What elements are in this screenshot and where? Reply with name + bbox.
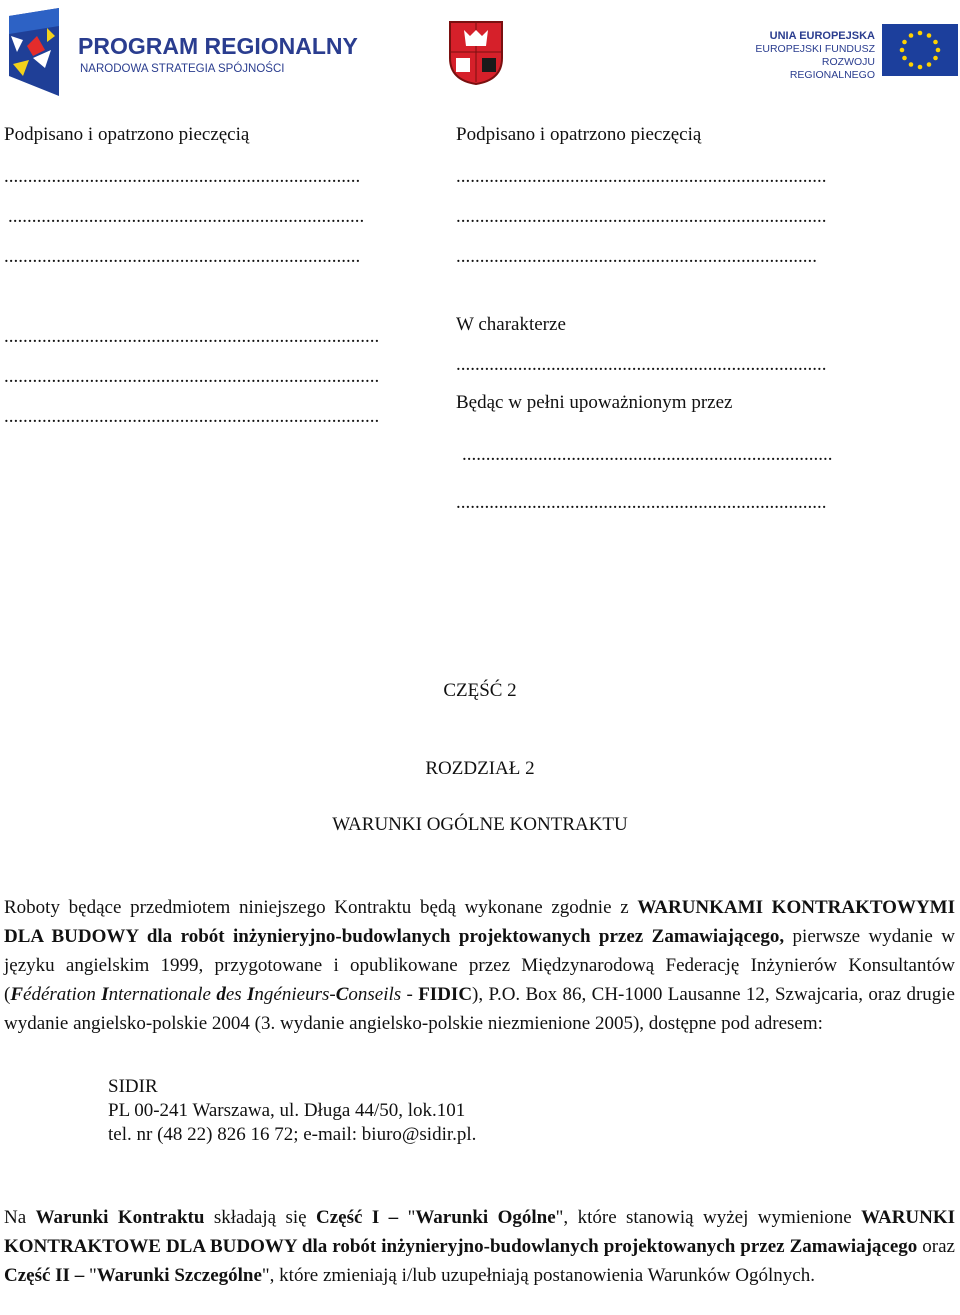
authorized-line: ..............................................................................: [456, 492, 827, 513]
bold-text: WARUNKI KONTRAKTOWE DLA BUDOWY dla robót inżynieryjno-budowlanych projektowanych przez Zamawiającego: [4, 1207, 956, 1257]
authorized-label: Będąc w pełni upoważnionym przez: [456, 392, 733, 413]
text: ), P.O. Box 86, CH-1000 Lausanne 12, Szwajcaria, oraz drugie wydanie angielsko-polskie 2004 (3. wydanie angielsko-polskie niezmienione 2005), dostępne pod adresem:: [4, 984, 955, 1034]
bold-italic: I: [101, 984, 109, 1005]
left-signature-line: ...............................................................................: [4, 366, 380, 387]
text: Na: [4, 1207, 36, 1228]
section-title: WARUNKI OGÓLNE KONTRAKTU: [332, 814, 628, 835]
eu-title: UNIA EUROPEJSKA: [769, 30, 875, 42]
eu-fund-line: EUROPEJSKI FUNDUSZ: [755, 43, 875, 55]
part-heading: CZĘŚĆ 2: [443, 680, 517, 701]
text: pierwsze wydanie w języku angielskim 1999, przygotowane i opublikowane przez Międzynarodową Federację Inżynierów Konsultantów (: [4, 926, 955, 1005]
text: Roboty będące przedmiotem niniejszego Kontraktu będą wykonane zgodnie z: [4, 897, 638, 918]
program-title: PROGRAM REGIONALNY: [78, 33, 358, 59]
bold-text: Część I –: [316, 1207, 408, 1228]
address-block: [108, 1075, 476, 1147]
italic: édération: [23, 984, 102, 1005]
contract-parts-paragraph: [4, 1203, 955, 1290]
italic: onseils: [348, 984, 402, 1005]
left-signature-line: ...............................................................................: [4, 326, 380, 347]
voivodeship-crest: [446, 18, 506, 86]
authorized-line: ..............................................................................: [462, 444, 833, 465]
bold-text: Warunki Szczególne: [96, 1265, 262, 1286]
chapter-heading: ROZDZIAŁ 2: [425, 758, 535, 779]
eu-fund-line-2: ROZWOJU REGIONALNEGO: [789, 56, 875, 81]
italic: es: [225, 984, 248, 1005]
program-subtitle: NARODOWA STRATEGIA SPÓJNOŚCI: [80, 63, 285, 75]
text: składają się: [204, 1207, 317, 1228]
text: ", które stanowią wyżej wymienione: [555, 1207, 862, 1228]
left-signature-line: ...........................................................................: [4, 246, 361, 267]
bold-text: FIDIC: [418, 984, 473, 1005]
right-signature-line: ..............................................................................: [456, 206, 827, 227]
left-signature-line: ...........................................................................: [8, 206, 365, 227]
eu-fund-text: [735, 30, 875, 82]
right-signed-label: Podpisano i opatrzono pieczęcią: [456, 124, 702, 145]
left-signature-line: ...............................................................................: [4, 406, 380, 427]
coat-of-arms-icon: [446, 18, 506, 86]
text: ": [407, 1207, 416, 1228]
header-logos: [0, 0, 960, 110]
right-signature-line: ............................................................................: [456, 246, 817, 267]
italic: ngénieurs-: [254, 984, 336, 1005]
character-label: W charakterze: [456, 314, 566, 335]
left-signed-label: Podpisano i opatrzono pieczęcią: [4, 124, 250, 145]
text: ": [88, 1265, 97, 1286]
bold-text: Warunki Kontraktu: [35, 1207, 205, 1228]
left-signature-line: ...........................................................................: [4, 166, 361, 187]
address-street: PL 00-241 Warszawa, ul. Długa 44/50, lok.101: [108, 1100, 466, 1121]
bold-text: Warunki Ogólne: [415, 1207, 556, 1228]
intro-paragraph: [4, 893, 955, 1038]
bold-text: Część II –: [4, 1265, 89, 1286]
right-signature-line: ..............................................................................: [456, 166, 827, 187]
bold-italic: I: [247, 984, 255, 1005]
text: -: [401, 984, 419, 1005]
program-logo-icon: [3, 6, 79, 98]
bold-italic: C: [335, 984, 349, 1005]
address-contact: tel. nr (48 22) 826 16 72; e-mail: biuro@sidir.pl.: [108, 1124, 477, 1145]
eu-flag-icon: [882, 24, 958, 76]
bold-italic: F: [10, 984, 24, 1005]
character-line: ..............................................................................: [456, 354, 827, 375]
address-name: SIDIR: [108, 1076, 158, 1097]
text: oraz: [917, 1236, 955, 1257]
italic: nternationale: [108, 984, 217, 1005]
bold-italic: d: [216, 984, 226, 1005]
text: ", które zmieniają i/lub uzupełniają postanowienia Warunków Ogólnych.: [261, 1265, 815, 1286]
bold-text: WARUNKAMI KONTRAKTOWYMI DLA BUDOWY dla robót inżynieryjno-budowlanych projektowanych przez Zamawiającego,: [4, 897, 955, 947]
